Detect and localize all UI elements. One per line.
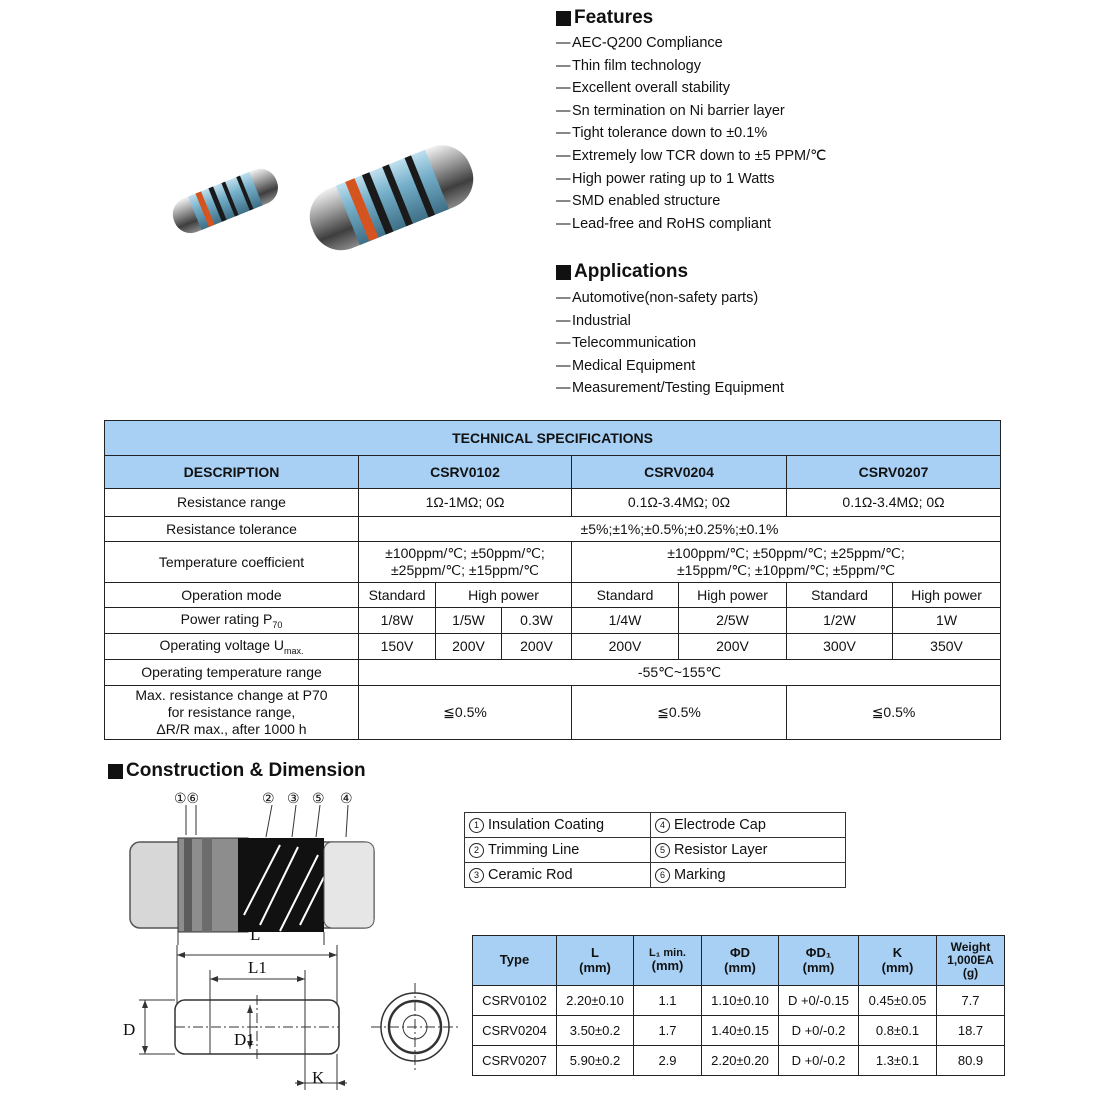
number-circle-icon: 2 xyxy=(469,843,484,858)
table-row: Power rating $P_{70}$ 1/8W 1/5W 0.3W 1/4W 2/5W 1/2W 1W xyxy=(105,608,1001,634)
list-item: — Extremely low TCR down to ±5 PPM/℃ xyxy=(556,145,826,168)
table-caption: TECHNICAL SPECIFICATIONS xyxy=(105,421,1001,456)
callout-5: ⑤ xyxy=(312,790,325,806)
table-row: Operation mode Standard High power Standard High power Standard High power xyxy=(105,583,1001,608)
number-circle-icon: 6 xyxy=(655,868,670,883)
description-header: DESCRIPTION xyxy=(105,456,359,489)
callout-1-6: ①⑥ xyxy=(174,790,200,806)
dimension-label-D: D xyxy=(123,1020,136,1039)
dimensions-table xyxy=(472,935,1005,1076)
column-header: Weight 1,000EA (g) xyxy=(937,936,1005,986)
column-header: ΦD₁ (mm) xyxy=(779,936,859,986)
table-row: Temperature coefficient ±100ppm/℃; ±50ppm/℃; ±25ppm/℃; ±15ppm/℃ ±100ppm/℃; ±50ppm/℃; ±25ppm/℃; ±15ppm/℃; ±10ppm/℃; ±5ppm/℃ xyxy=(105,542,1001,583)
model-header: CSRV0102 xyxy=(359,456,572,489)
list-item: — Automotive(non-safety parts) xyxy=(556,287,784,310)
callout-2: ② xyxy=(262,790,275,806)
column-header: L₁ min. (mm) xyxy=(634,936,702,986)
list-item: — AEC-Q200 Compliance xyxy=(556,32,826,55)
number-circle-icon: 3 xyxy=(469,868,484,883)
large-resistor xyxy=(301,140,480,259)
table-row: 3 Ceramic Rod 6 Marking xyxy=(465,863,846,888)
number-circle-icon: 4 xyxy=(655,818,670,833)
callout-3: ③ xyxy=(287,790,300,806)
construction-diagram xyxy=(120,805,390,945)
table-row: Max. resistance change at P70 for resistance range, ΔR/R max., after 1000 h ≦0.5% ≦0.5% ≦0.5% xyxy=(105,686,1001,740)
table-row: CSRV0207 5.90±0.2 2.9 2.20±0.20 D +0/-0.2 1.3±0.1 80.9 xyxy=(473,1046,1005,1076)
features-heading: Features xyxy=(556,7,653,29)
square-bullet-icon xyxy=(556,11,571,26)
list-item: — Measurement/Testing Equipment xyxy=(556,377,784,400)
column-header: K (mm) xyxy=(859,936,937,986)
applications-heading: Applications xyxy=(556,261,688,283)
table-row: 1 Insulation Coating 4 Electrode Cap xyxy=(465,813,846,838)
table-row: Operating temperature range -55℃~155℃ xyxy=(105,660,1001,686)
dimension-label-K: K xyxy=(312,1068,325,1087)
dimension-label-L1: L1 xyxy=(248,958,267,977)
list-item: — Telecommunication xyxy=(556,332,784,355)
construction-legend-table xyxy=(464,812,846,888)
model-header: CSRV0207 xyxy=(787,456,1001,489)
table-row: Operating voltage $U_{max.}$ 150V 200V 200V 200V 200V 300V 350V xyxy=(105,634,1001,660)
list-item: — Excellent overall stability xyxy=(556,77,826,100)
table-row: Resistance tolerance ±5%;±1%;±0.5%;±0.25%;±0.1% xyxy=(105,517,1001,542)
list-item: — Tight tolerance down to ±0.1% xyxy=(556,122,826,145)
table-row: CSRV0102 2.20±0.10 1.1 1.10±0.10 D +0/-0.15 0.45±0.05 7.7 xyxy=(473,986,1005,1016)
column-header: L (mm) xyxy=(557,936,634,986)
callout-4: ④ xyxy=(340,790,353,806)
construction-heading: Construction & Dimension xyxy=(108,760,366,782)
technical-specifications-table xyxy=(104,420,1001,740)
small-resistor xyxy=(168,164,283,239)
number-circle-icon: 1 xyxy=(469,818,484,833)
dimension-diagram xyxy=(115,945,465,1095)
applications-list xyxy=(556,287,784,400)
number-circle-icon: 5 xyxy=(655,843,670,858)
table-row: 2 Trimming Line 5 Resistor Layer xyxy=(465,838,846,863)
list-item: — Thin film technology xyxy=(556,55,826,78)
model-header: CSRV0204 xyxy=(572,456,787,489)
list-item: — Medical Equipment xyxy=(556,355,784,378)
table-row: CSRV0204 3.50±0.2 1.7 1.40±0.15 D +0/-0.2 0.8±0.1 18.7 xyxy=(473,1016,1005,1046)
list-item: — SMD enabled structure xyxy=(556,190,826,213)
list-item: — High power rating up to 1 Watts xyxy=(556,168,826,191)
list-item: — Industrial xyxy=(556,310,784,333)
list-item: — Sn termination on Ni barrier layer xyxy=(556,100,826,123)
dimension-label-D1: D1 xyxy=(234,1030,255,1049)
column-header: Type xyxy=(473,936,557,986)
column-header: ΦD (mm) xyxy=(702,936,779,986)
square-bullet-icon xyxy=(108,764,123,779)
dimension-label-L: L xyxy=(250,925,261,944)
table-row: Resistance range 1Ω-1MΩ; 0Ω 0.1Ω-3.4MΩ; 0Ω 0.1Ω-3.4MΩ; 0Ω xyxy=(105,489,1001,517)
features-list xyxy=(556,32,826,235)
list-item: — Lead-free and RoHS compliant xyxy=(556,213,826,236)
product-image xyxy=(160,140,480,270)
square-bullet-icon xyxy=(556,265,571,280)
